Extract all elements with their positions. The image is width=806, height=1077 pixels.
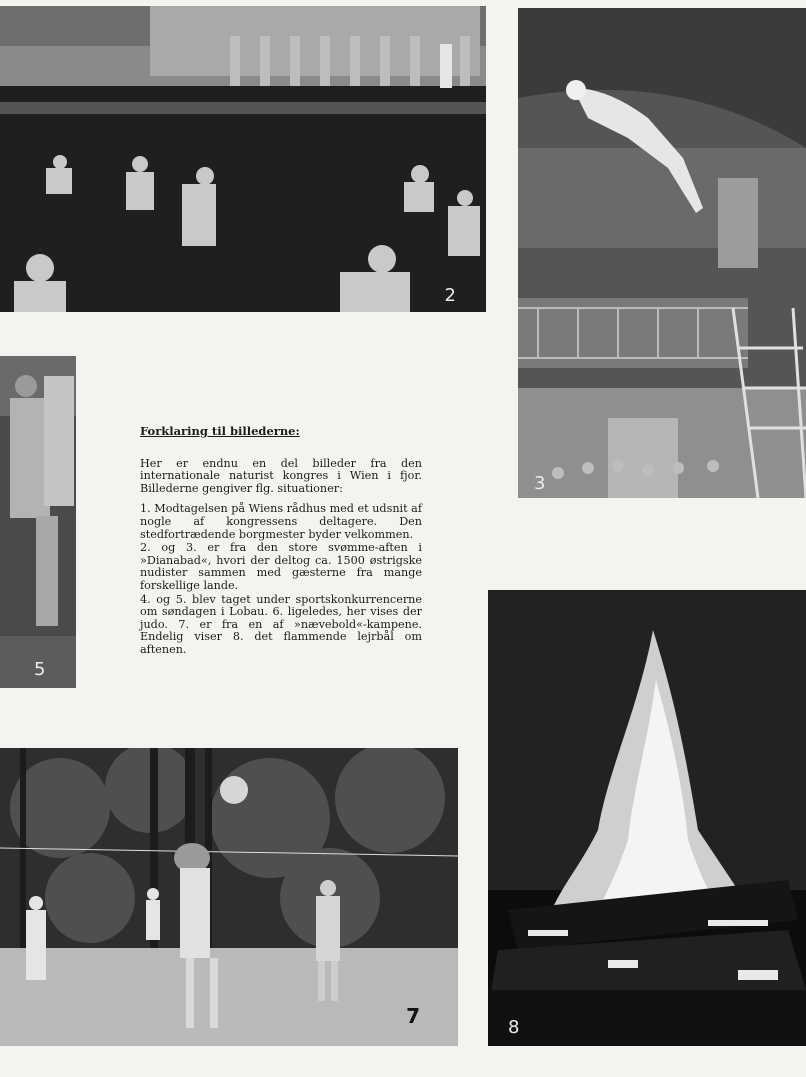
caption-block — [140, 425, 422, 658]
caption-list — [140, 503, 422, 656]
caption-item-1: 1. Modtagelsen på Wiens rådhus med et udsnit af nogle af kongressens deltagere. Den stedfortrædende borgmester byder velkommen. — [140, 502, 422, 541]
photo-7-ballgame — [0, 748, 458, 1046]
photo-3-number: 3 — [534, 473, 546, 494]
photo-7-number: 7 — [406, 1004, 420, 1028]
crowd-photo-image — [0, 356, 76, 688]
caption-item-2: 2. og 3. er fra den store svømme-aften i »Dianabad«, hvori der deltog ca. 1500 østrigske nudister sammen med gæsterne fra mange forskellige lande. — [140, 541, 422, 592]
campfire-photo-image — [488, 590, 806, 1046]
photo-2-pool — [0, 6, 486, 312]
caption-title: Forklaring til billederne: — [140, 424, 300, 438]
photo-2-number: 2 — [444, 285, 456, 306]
ballgame-photo-image — [0, 748, 458, 1046]
diver-photo-image — [518, 8, 806, 498]
caption-intro: Her er endnu en del billeder fra den internationale naturist kongres i Wien i fjor. Billederne gengiver flg. situationer: — [140, 456, 422, 495]
pool-photo-image — [0, 6, 486, 312]
photo-8-campfire — [488, 590, 806, 1046]
photo-5-number: 5 — [34, 659, 46, 680]
caption-item-3: 4. og 5. blev taget under sportskonkurrencerne om søndagen i Lobau. 6. ligeledes, her vises der judo. 7. er fra en af »nævebold«-kampene. Endelig viser 8. det flammende lejrbål om aftenen. — [140, 592, 422, 656]
photo-3-diver — [518, 8, 806, 498]
photo-8-number: 8 — [508, 1017, 520, 1038]
photo-5-crowd — [0, 356, 76, 688]
